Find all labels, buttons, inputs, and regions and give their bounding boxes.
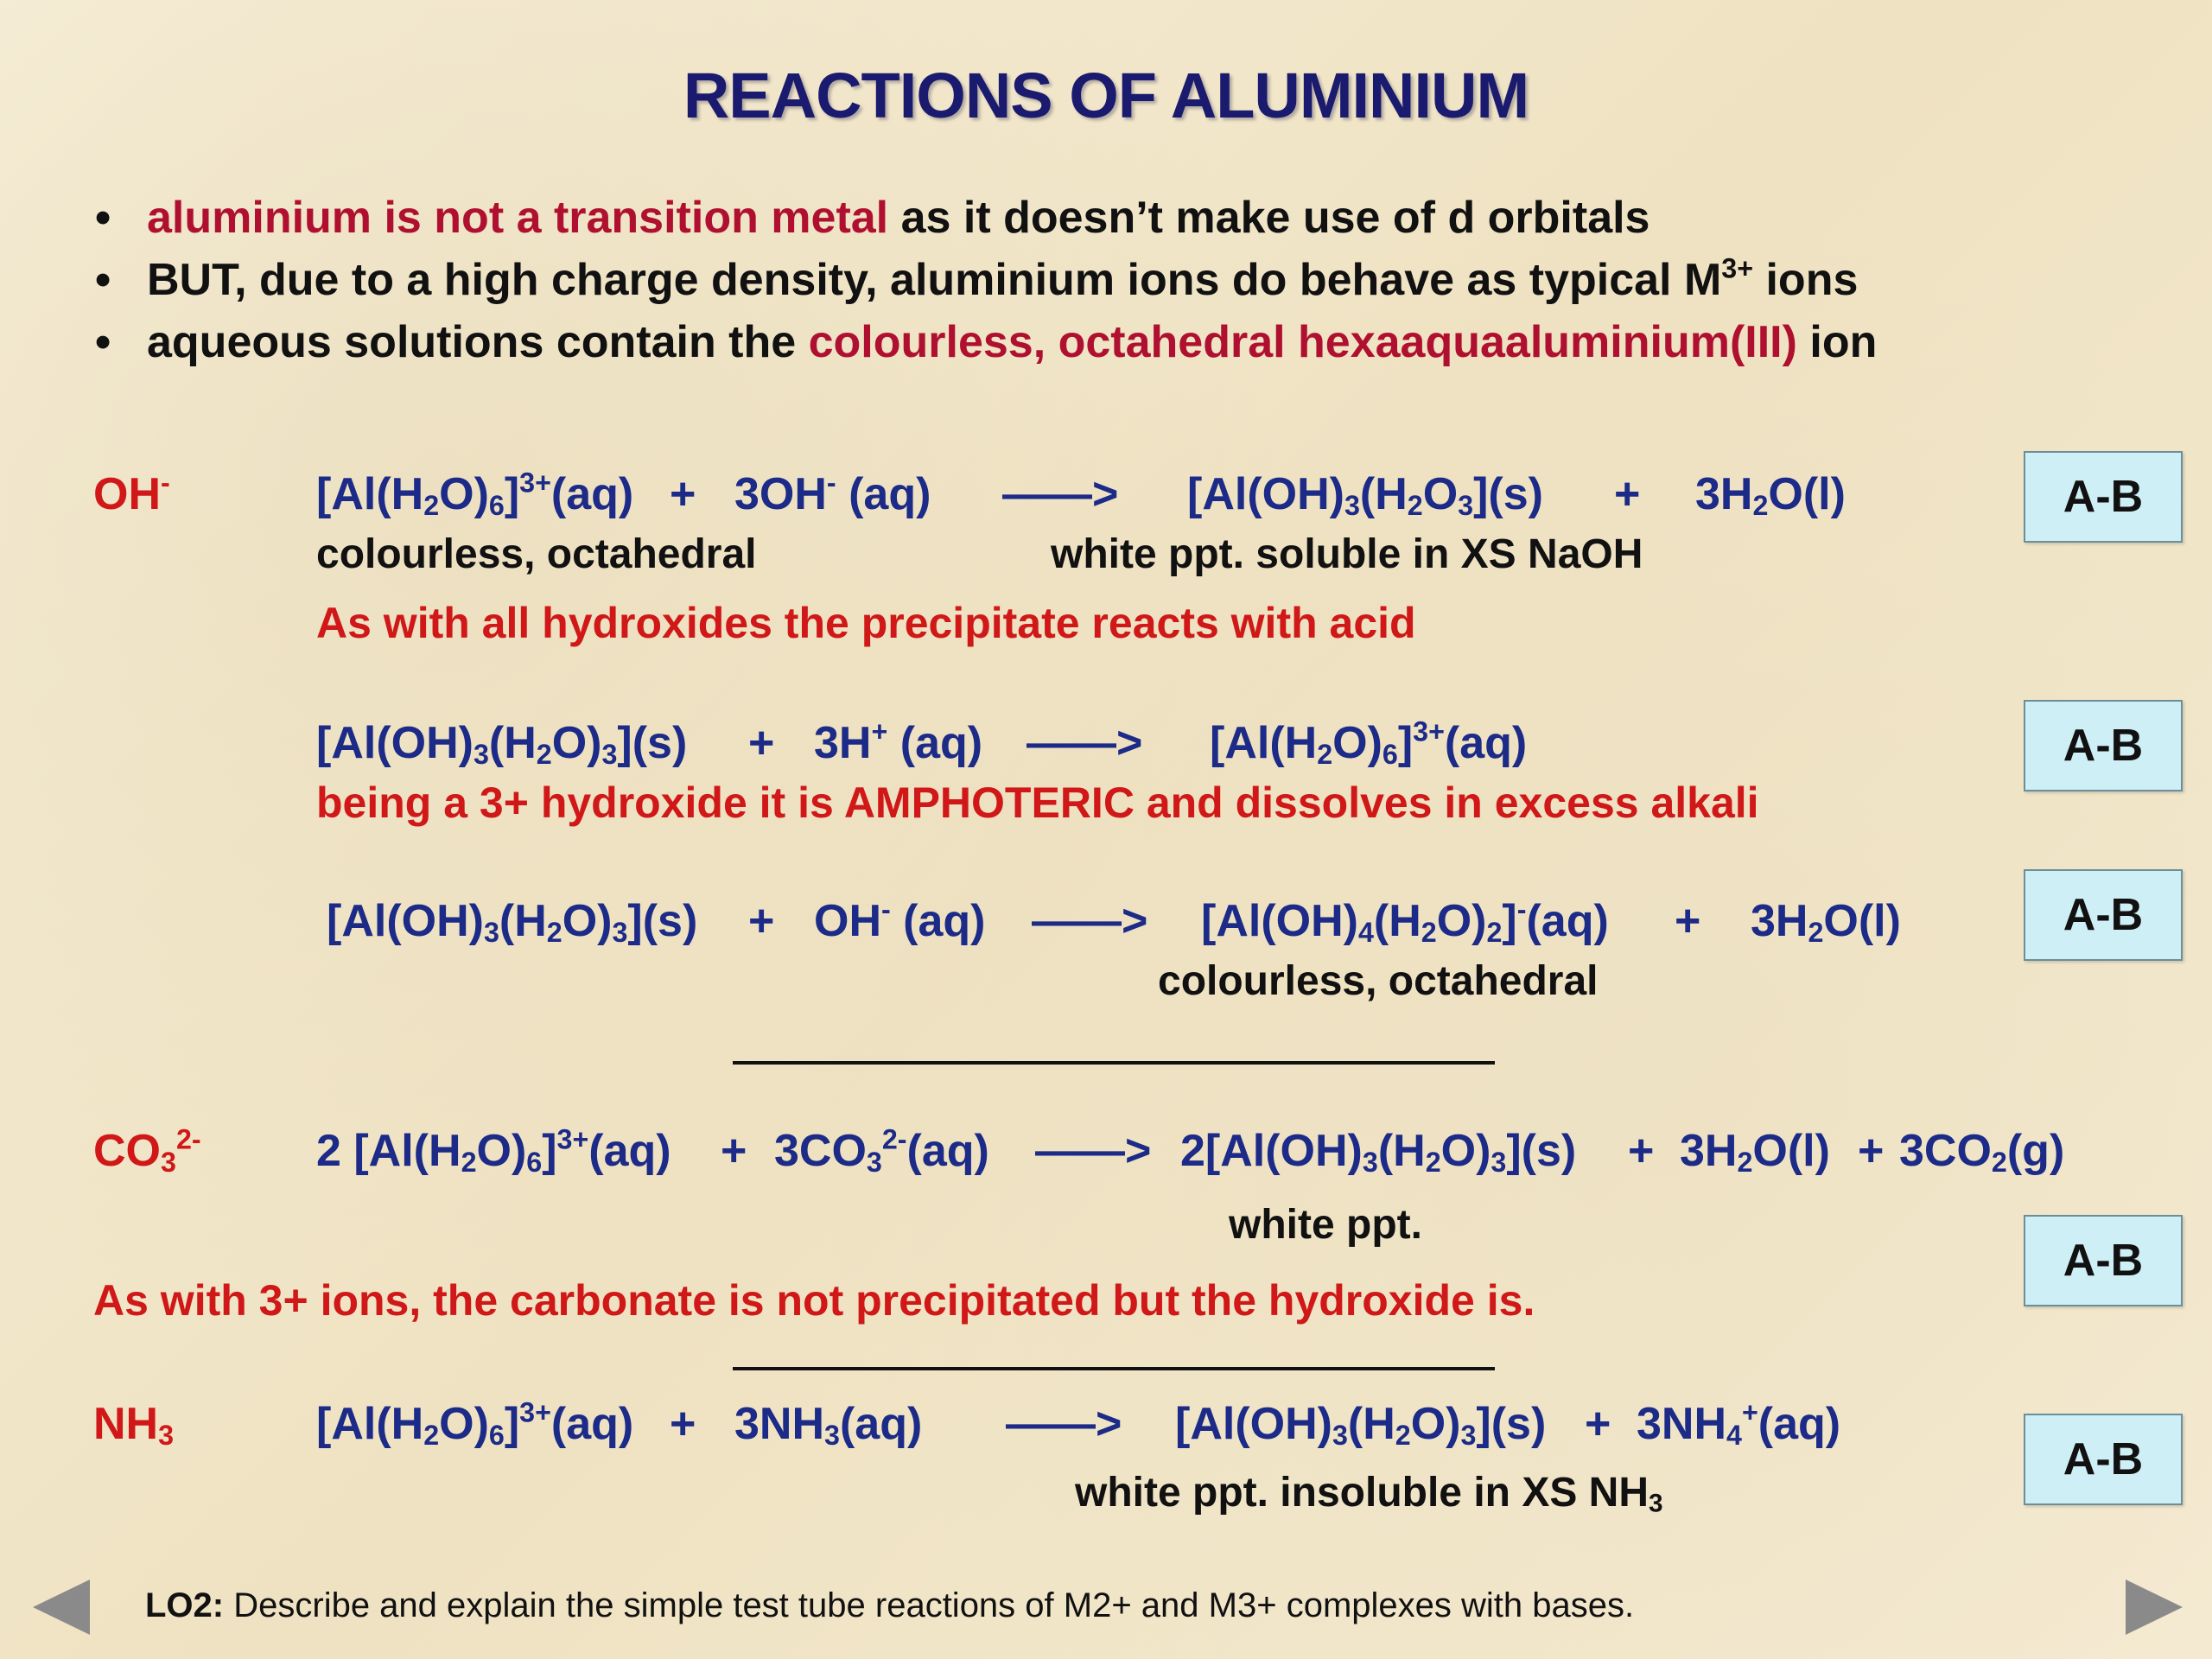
eq4-product-3: $3CO_2(g)$ (1899, 1126, 2065, 1179)
eq4-reactant-2: $3CO_3^{2-}(aq)$ (774, 1123, 989, 1179)
note-carbonate: As with 3+ ions, the carbonate is not precipitated but the hydroxide is. (93, 1276, 1535, 1325)
eq1-plus-1: + (670, 469, 696, 519)
eq5-plus-2: + (1585, 1399, 1611, 1449)
eq1-reactant-2: 3OH- (aq) (734, 467, 931, 519)
eq4-product-1: $2[Al(OH)_3(H_2O)_3](s)$ (1180, 1126, 1577, 1179)
ab-button-3[interactable]: A-B (2024, 869, 2183, 961)
note-colourless-octahedral-2: colourless, octahedral (1158, 958, 1599, 1004)
eq3-reactant-2: OH- (aq) (814, 893, 986, 946)
bullet-1-highlight: aluminium is not a transition metal (147, 193, 889, 243)
eq4-reactant-1: 2 $[Al(H_2O)_6]^{3+}(aq)$ (316, 1123, 671, 1179)
bullet-2-sup: 3+ (1721, 252, 1754, 284)
next-arrow-icon[interactable] (2126, 1580, 2183, 1635)
eq2-product: $[Al(H_2O)_6]^{3+}(aq)$ (1210, 715, 1528, 771)
note-acid: As with all hydroxides the precipitate reacts with acid (316, 599, 1416, 647)
note-white-ppt-insoluble: white ppt. insoluble in XS $NH_3$ (1075, 1470, 1663, 1518)
note-white-ppt: white ppt. (1229, 1202, 1422, 1248)
slide-title: REACTIONS OF ALUMINIUM (683, 60, 1529, 131)
eq4-arrow: ——> (1035, 1126, 1152, 1176)
eq4-plus-2: + (1628, 1126, 1655, 1176)
bullet-1 (95, 192, 1649, 244)
bullet-2-text: BUT, due to a high charge density, aluminium ions do behave as typical M (147, 255, 1722, 305)
note-white-ppt-soluble: white ppt. soluble in XS NaOH (1051, 531, 1643, 577)
eq2-reactant-1: $[Al(OH)_3(H_2O)_3](s)$ (316, 718, 688, 771)
eq5-product-1: $[Al(OH)_3(H_2O)_3](s)$ (1175, 1399, 1547, 1452)
eq1-product-2: $3H_2O(l)$ (1695, 469, 1846, 522)
bullet-dot: • (95, 193, 111, 243)
eq5-reactant-1: $[Al(H_2O)_6]^{3+}(aq)$ (316, 1396, 634, 1452)
eq3-product-2: $3H_2O(l)$ (1751, 896, 1901, 949)
eq1-reactant-1: $[Al(H_2O)_6]^{3+}(aq)$ (316, 467, 634, 522)
bullet-dot: • (95, 255, 111, 305)
eq2-reactant-2: 3H+ (aq) (814, 715, 983, 768)
eq1-arrow: ——> (1002, 469, 1119, 519)
eq3-plus-2: + (1675, 896, 1701, 946)
ab-button-1[interactable]: A-B (2024, 451, 2183, 543)
eq1-plus-2: + (1614, 469, 1641, 519)
eq3-product-1: $[Al(OH)_4(H_2O)_2]^-(aq)$ (1201, 893, 1609, 949)
bullet-3-text: aqueous solutions contain the (147, 317, 809, 367)
note-colourless-octahedral: colourless, octahedral (316, 531, 757, 577)
eq3-plus-1: + (748, 896, 775, 946)
note-amphoteric: being a 3+ hydroxide it is AMPHOTERIC and dissolves in excess alkali (316, 779, 1759, 827)
eq5-arrow: ——> (1006, 1399, 1122, 1449)
eq2-arrow: ——> (1027, 718, 1143, 768)
bullet-3 (95, 316, 1877, 368)
ab-button-2[interactable]: A-B (2024, 700, 2183, 791)
bullet-3-highlight: colourless, octahedral hexaaquaaluminium(III) (808, 317, 1797, 367)
bullet-1-text: as it doesn’t make use of d orbitals (888, 193, 1650, 243)
bullet-dot: • (95, 317, 111, 367)
eq4-product-2: $3H_2O(l)$ (1680, 1126, 1830, 1179)
ion-label-hydroxide: OH- (93, 467, 170, 519)
learning-objective (145, 1586, 1634, 1625)
bullet-2 (95, 254, 1858, 306)
eq3-arrow: ——> (1032, 896, 1148, 946)
eq4-plus-1: + (721, 1126, 747, 1176)
divider-1 (733, 1061, 1495, 1065)
divider-2 (733, 1367, 1495, 1370)
bullet-3-post: ion (1796, 317, 1878, 367)
bullet-2-post: ions (1753, 255, 1859, 305)
eq1-product-1: [$Al(OH)_3(H_2O_3](s)$ (1187, 469, 1543, 522)
lo-label: LO2: (145, 1586, 225, 1624)
ab-button-4[interactable]: A-B (2024, 1215, 2183, 1306)
eq5-plus-1: + (670, 1399, 696, 1449)
ion-label-carbonate: $CO_3^{2-}$ (93, 1123, 201, 1179)
lo-text: Describe and explain the simple test tube reactions of M2+ and M3+ complexes with bases. (224, 1586, 1635, 1624)
eq3-reactant-1: $[Al(OH)_3(H_2O)_3](s)$ (327, 896, 698, 949)
eq5-reactant-2: $3NH_3(aq)$ (734, 1399, 923, 1452)
prev-arrow-icon[interactable] (33, 1580, 90, 1635)
ab-button-5[interactable]: A-B (2024, 1414, 2183, 1505)
eq4-plus-3: + (1858, 1126, 1885, 1176)
eq2-plus: + (748, 718, 775, 768)
eq5-product-2: $3NH_4^+(aq)$ (1637, 1396, 1841, 1452)
ion-label-ammonia: $NH_3$ (93, 1399, 175, 1452)
